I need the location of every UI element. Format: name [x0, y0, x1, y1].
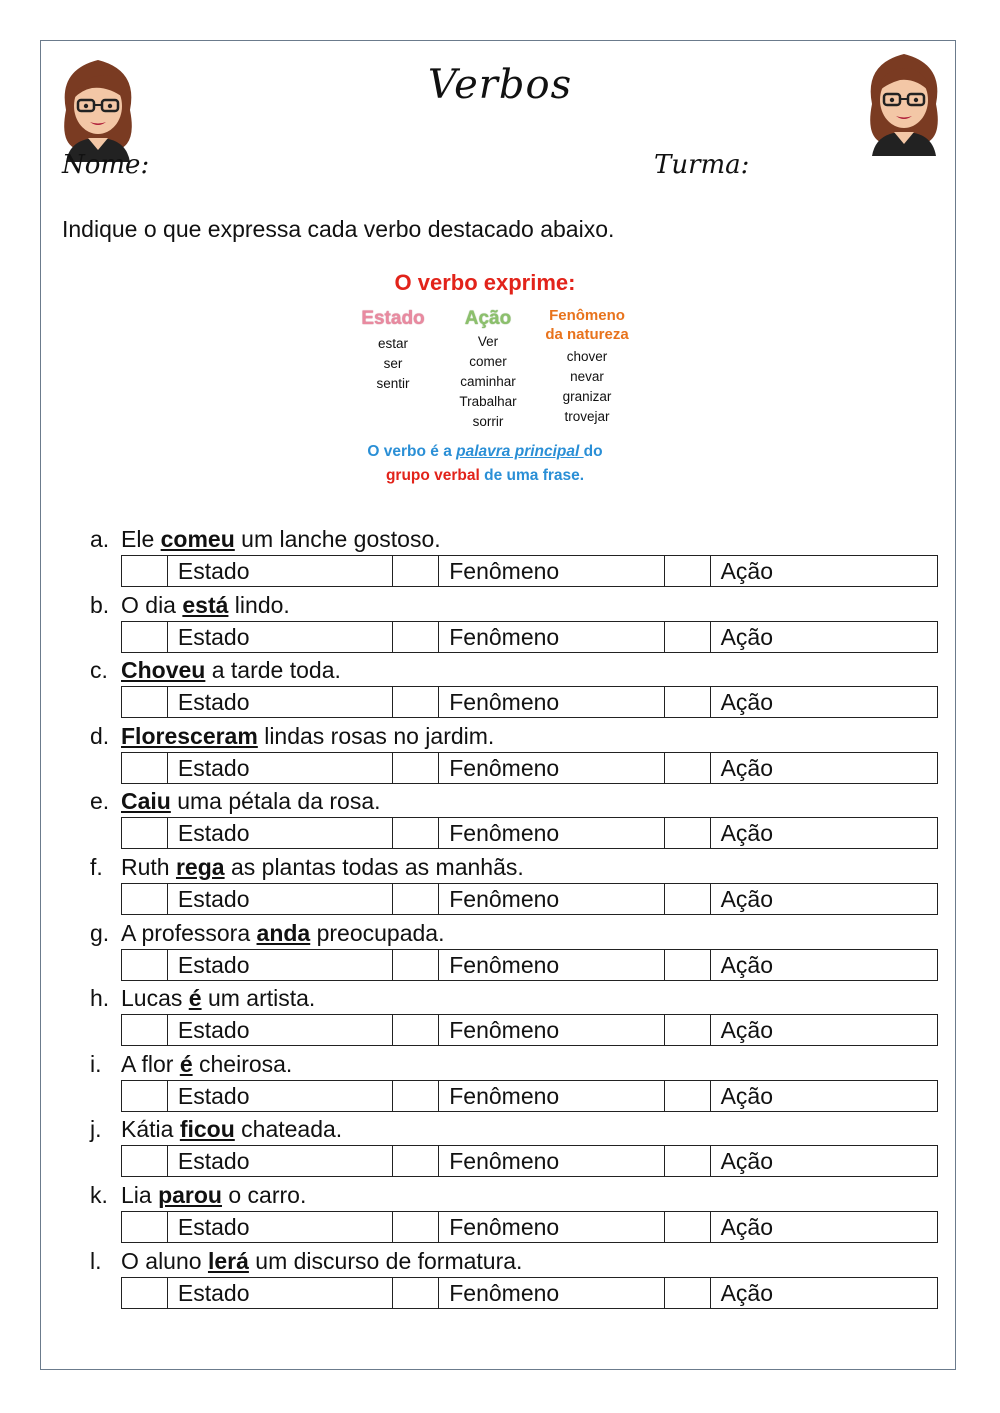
- fenomeno-option-label: Fenômeno: [439, 622, 664, 652]
- estado-option-label: Estado: [168, 687, 393, 717]
- acao-checkbox[interactable]: [665, 1278, 711, 1308]
- question-before: A professora: [121, 919, 257, 946]
- exercise-item: [90, 786, 950, 850]
- question-text: [90, 786, 381, 816]
- acao-option-label: Ação: [720, 623, 774, 650]
- acao-option-label: Ação: [720, 689, 774, 716]
- legend-estado-column: [350, 306, 436, 394]
- legend-acao-heading: Ação: [464, 308, 512, 329]
- question-after: lindas rosas no jardim.: [257, 722, 495, 749]
- fenomeno-option-label: Fenômeno: [439, 556, 664, 586]
- question-text: [90, 590, 290, 620]
- acao-checkbox[interactable]: [665, 556, 711, 586]
- legend-word: chover: [566, 349, 608, 364]
- fenomeno-checkbox[interactable]: [393, 687, 439, 717]
- acao-option-label: Ação: [720, 754, 774, 781]
- fenomeno-checkbox[interactable]: [393, 1015, 439, 1045]
- fenomeno-checkbox[interactable]: [393, 1146, 439, 1176]
- exercise-item: [90, 1180, 950, 1244]
- estado-checkbox[interactable]: [122, 1212, 168, 1242]
- fenomeno-option-label: Fenômeno: [439, 1146, 664, 1176]
- fenomeno-checkbox[interactable]: [393, 1212, 439, 1242]
- name-label: Nome:: [62, 150, 150, 180]
- estado-checkbox[interactable]: [122, 1081, 168, 1111]
- highlighted-verb: comeu: [160, 526, 235, 552]
- acao-option-label: Ação: [720, 951, 774, 978]
- question-after: cheirosa.: [192, 1050, 293, 1077]
- fenomeno-option-label: Fenômeno: [439, 818, 664, 848]
- legend-note: [340, 440, 630, 488]
- answer-options: [121, 1211, 938, 1243]
- estado-checkbox[interactable]: [122, 556, 168, 586]
- answer-options: [121, 555, 938, 587]
- question-text: [90, 852, 524, 882]
- question-after: uma pétala da rosa.: [170, 788, 381, 815]
- acao-checkbox[interactable]: [665, 884, 711, 914]
- question-before: Lucas: [121, 985, 189, 1012]
- question-letter: l.: [90, 1247, 102, 1274]
- fenomeno-checkbox[interactable]: [393, 556, 439, 586]
- question-text: [90, 1049, 292, 1079]
- question-after: o carro.: [221, 1182, 307, 1208]
- highlighted-verb: ficou: [179, 1116, 235, 1143]
- acao-checkbox[interactable]: [665, 1146, 711, 1176]
- legend-word: granizar: [562, 389, 612, 404]
- question-before: A flor: [121, 1050, 180, 1077]
- answer-options: [121, 621, 938, 653]
- question-letter: k.: [90, 1182, 108, 1208]
- acao-option-label: Ação: [720, 1148, 774, 1175]
- legend-acao-column: [445, 306, 531, 432]
- question-after: a tarde toda.: [205, 657, 341, 684]
- fenomeno-option-label: Fenômeno: [439, 1278, 664, 1308]
- highlighted-verb: Floresceram: [121, 722, 258, 749]
- answer-options: [121, 1277, 938, 1309]
- exercise-item: [90, 1246, 950, 1310]
- question-letter: a.: [90, 526, 110, 552]
- fenomeno-option-label: Fenômeno: [439, 687, 664, 717]
- fenomeno-option-label: Fenômeno: [439, 884, 664, 914]
- estado-option-label: Estado: [168, 1081, 393, 1111]
- question-letter: c.: [90, 657, 108, 684]
- estado-option-label: Estado: [168, 1146, 393, 1176]
- estado-checkbox[interactable]: [122, 818, 168, 848]
- fenomeno-checkbox[interactable]: [393, 1278, 439, 1308]
- question-letter: e.: [90, 788, 110, 815]
- legend-fenomeno-subheading: da natureza: [545, 326, 629, 343]
- question-after: chateada.: [234, 1116, 343, 1143]
- estado-option-label: Estado: [168, 818, 393, 848]
- fenomeno-option-label: Fenômeno: [439, 1081, 664, 1111]
- fenomeno-checkbox[interactable]: [393, 1081, 439, 1111]
- estado-option-label: Estado: [168, 950, 393, 980]
- acao-option-label: Ação: [720, 558, 774, 584]
- exercise-item: [90, 655, 950, 719]
- fenomeno-option-label: Fenômeno: [439, 950, 664, 980]
- legend-estado-heading: Estado: [361, 308, 425, 329]
- fenomeno-option-label: Fenômeno: [439, 753, 664, 783]
- exercise-item: [90, 1049, 950, 1113]
- estado-option-label: Estado: [168, 622, 393, 652]
- acao-option-label: Ação: [720, 1082, 774, 1109]
- legend-fenomeno-column: [538, 306, 636, 427]
- legend-word: Trabalhar: [459, 394, 517, 409]
- acao-checkbox[interactable]: [665, 622, 711, 652]
- highlighted-verb: parou: [158, 1182, 222, 1208]
- estado-option-label: Estado: [168, 1212, 393, 1242]
- estado-option-label: Estado: [168, 1278, 393, 1308]
- highlighted-verb: lerá: [207, 1247, 249, 1274]
- highlighted-verb: anda: [256, 919, 311, 946]
- question-after: um discurso de formatura.: [248, 1247, 523, 1274]
- legend-word: ser: [383, 356, 403, 371]
- question-after: as plantas todas as manhãs.: [224, 854, 524, 880]
- question-letter: h.: [90, 985, 110, 1012]
- estado-checkbox[interactable]: [122, 687, 168, 717]
- note-part: de uma frase.: [484, 467, 585, 484]
- fenomeno-checkbox[interactable]: [393, 818, 439, 848]
- question-before: Ele: [121, 526, 161, 552]
- exercise-item: [90, 852, 950, 916]
- highlighted-verb: é: [188, 985, 202, 1012]
- exercise-item: [90, 918, 950, 982]
- question-text: [90, 983, 315, 1013]
- fenomeno-checkbox[interactable]: [393, 884, 439, 914]
- question-text: [90, 721, 494, 751]
- instruction-text: Indique o que expressa cada verbo destacado abaixo.: [62, 216, 615, 242]
- legend-word: Ver: [477, 334, 499, 349]
- exercise-item: [90, 1114, 950, 1178]
- answer-options: [121, 817, 938, 849]
- fenomeno-option-label: Fenômeno: [439, 1212, 664, 1242]
- question-before: Kátia: [121, 1116, 180, 1143]
- highlighted-verb: está: [182, 591, 229, 618]
- estado-checkbox[interactable]: [122, 753, 168, 783]
- note-part: O verbo é a: [367, 443, 457, 460]
- acao-checkbox[interactable]: [665, 950, 711, 980]
- legend-word: caminhar: [460, 374, 516, 389]
- answer-options: [121, 686, 938, 718]
- answer-options: [121, 1014, 938, 1046]
- question-text: [90, 1114, 342, 1144]
- question-text: [90, 1246, 522, 1276]
- acao-checkbox[interactable]: [665, 753, 711, 783]
- estado-checkbox[interactable]: [122, 622, 168, 652]
- estado-checkbox[interactable]: [122, 884, 168, 914]
- note-link: palavra principal: [456, 443, 584, 460]
- fenomeno-checkbox[interactable]: [393, 753, 439, 783]
- legend-word: sentir: [376, 376, 410, 391]
- question-after: lindo.: [228, 591, 290, 618]
- exercise-item: [90, 524, 950, 588]
- question-text: [90, 524, 441, 554]
- estado-option-label: Estado: [168, 1015, 393, 1045]
- question-text: [90, 1180, 306, 1210]
- answer-options: [121, 949, 938, 981]
- page-title: Verbos: [427, 62, 573, 108]
- estado-option-label: Estado: [168, 753, 393, 783]
- legend-fenomeno-heading: Fenômeno: [549, 307, 625, 324]
- acao-checkbox[interactable]: [665, 687, 711, 717]
- answer-options: [121, 883, 938, 915]
- acao-checkbox[interactable]: [665, 1212, 711, 1242]
- fenomeno-option-label: Fenômeno: [439, 1015, 664, 1045]
- estado-option-label: Estado: [168, 556, 393, 586]
- legend-word: comer: [469, 354, 507, 369]
- highlighted-verb: é: [179, 1050, 193, 1077]
- note-part: grupo verbal: [385, 467, 485, 484]
- acao-checkbox[interactable]: [665, 818, 711, 848]
- legend-title: O verbo exprime:: [394, 270, 576, 295]
- exercise-item: [90, 983, 950, 1047]
- question-before: Ruth: [121, 854, 176, 880]
- question-text: [90, 655, 341, 685]
- question-before: O aluno: [121, 1247, 208, 1274]
- fenomeno-checkbox[interactable]: [393, 622, 439, 652]
- fenomeno-checkbox[interactable]: [393, 950, 439, 980]
- question-before: O dia: [121, 591, 183, 618]
- question-letter: g.: [90, 919, 110, 946]
- legend-word: trovejar: [564, 409, 610, 424]
- question-letter: d.: [90, 722, 110, 749]
- question-before: Lia: [121, 1182, 159, 1208]
- class-label: Turma:: [654, 150, 750, 180]
- acao-option-label: Ação: [720, 1279, 774, 1306]
- note-part: do: [583, 443, 603, 460]
- legend-word: sorrir: [472, 414, 504, 429]
- highlighted-verb: rega: [175, 854, 225, 880]
- answer-options: [121, 752, 938, 784]
- question-after: um lanche gostoso.: [234, 526, 441, 552]
- acao-option-label: Ação: [720, 1017, 774, 1044]
- answer-options: [121, 1080, 938, 1112]
- question-letter: f.: [90, 854, 103, 880]
- question-after: preocupada.: [310, 919, 445, 946]
- question-after: um artista.: [201, 985, 316, 1012]
- acao-checkbox[interactable]: [665, 1015, 711, 1045]
- estado-checkbox[interactable]: [122, 1015, 168, 1045]
- highlighted-verb: Caiu: [121, 788, 171, 815]
- estado-checkbox[interactable]: [122, 1278, 168, 1308]
- estado-option-label: Estado: [168, 884, 393, 914]
- exercise-item: [90, 721, 950, 785]
- highlighted-verb: Choveu: [121, 657, 206, 684]
- acao-option-label: Ação: [720, 820, 774, 847]
- question-text: [90, 918, 445, 948]
- question-letter: j.: [90, 1116, 102, 1143]
- legend-word: nevar: [570, 369, 604, 384]
- answer-options: [121, 1145, 938, 1177]
- acao-checkbox[interactable]: [665, 1081, 711, 1111]
- estado-checkbox[interactable]: [122, 950, 168, 980]
- legend-word: estar: [377, 336, 408, 351]
- estado-checkbox[interactable]: [122, 1146, 168, 1176]
- verb-legend: [340, 266, 650, 496]
- exercise-item: [90, 590, 950, 654]
- question-letter: i.: [90, 1050, 102, 1077]
- acao-option-label: Ação: [720, 1214, 774, 1240]
- question-letter: b.: [90, 591, 110, 618]
- acao-option-label: Ação: [720, 886, 774, 912]
